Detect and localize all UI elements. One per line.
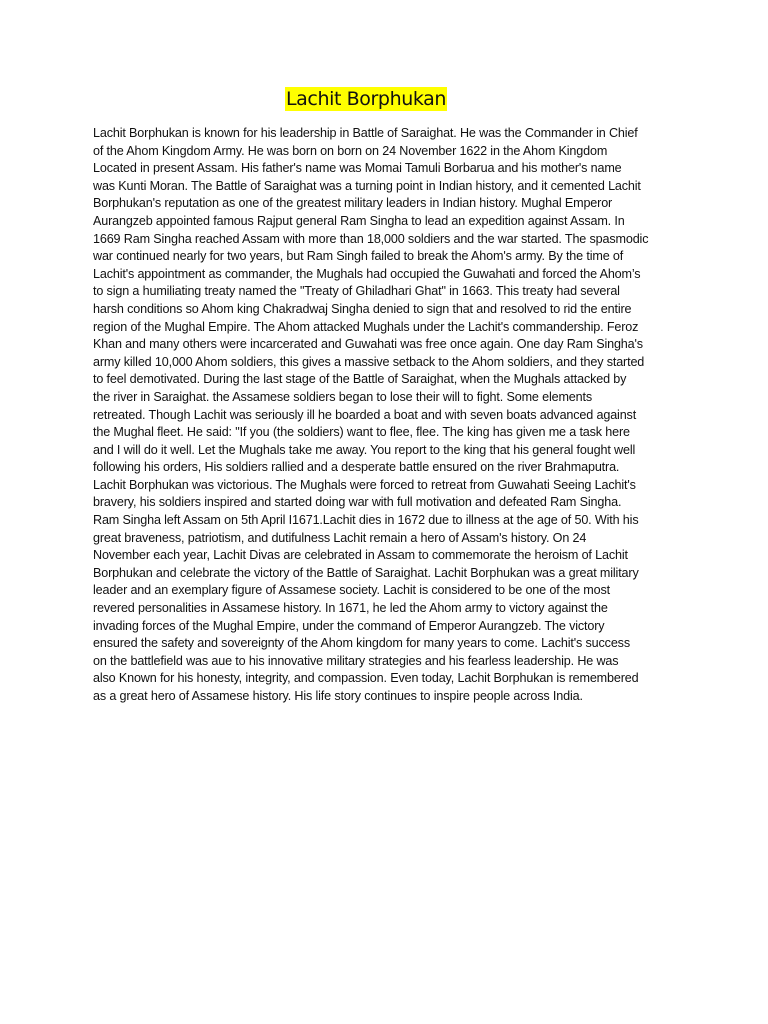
title-container	[0, 87, 732, 111]
paragraph-line: retreated. Though Lachit was seriously ill he boarded a boat and with seven boats advanced against	[93, 407, 637, 422]
document-title: Lachit Borphukan	[285, 88, 447, 110]
paragraph-line: invading forces of the Mughal Empire, under the command of Emperor Aurangzeb. The victory	[93, 618, 605, 633]
paragraph-line: following his orders, His soldiers rallied and a desperate battle ensured on the river Brahmaputra.	[93, 460, 620, 475]
paragraph-line: on the battlefield was aue to his innovative military strategies and his fearless leadership. He was	[93, 653, 619, 668]
paragraph-line: 1669 Ram Singha reached Assam with more than 18,000 soldiers and the war started. The spasmodic	[93, 231, 649, 246]
paragraph-line: Khan and many others were incarcerated and Guwahati was free once again. One day Ram Singha's	[93, 337, 643, 352]
paragraph-line: harsh conditions so Ahom king Chakradwaj Singha denied to sign that and resolved to rid the entire	[93, 301, 632, 316]
paragraph-line: leader and an exemplary figure of Assamese society. Lachit is considered to be one of the most	[93, 583, 611, 598]
paragraph-line: Borphukan and celebrate the victory of the Battle of Saraighat. Lachit Borphukan was a great military	[93, 565, 639, 580]
paragraph-line: to feel demotivated. During the last stage of the Battle of Saraighat, when the Mughals attacked by	[93, 372, 627, 387]
paragraph-line: great braveness, patriotism, and dutifulness Lachit remain a hero of Assam's history. On 24	[93, 530, 587, 545]
paragraph-line: region of the Mughal Empire. The Ahom attacked Mughals under the Lachit's commandership. Feroz	[93, 319, 639, 334]
paragraph-line: Aurangzeb appointed famous Rajput general Ram Singha to lead an expedition against Assam. In	[93, 213, 625, 228]
paragraph-line: Lachit's appointment as commander, the Mughals had occupied the Guwahati and forced the Ahom’s	[93, 266, 641, 281]
paragraph-line: and I will do it well. Let the Mughals take me away. You report to the king that his general fought well	[93, 442, 636, 457]
paragraph-line: revered personalities in Assamese history. In 1671, he led the Ahom army to victory against the	[93, 601, 608, 616]
paragraph-line: Lachit Borphukan is known for his leadership in Battle of Saraighat. He was the Commander in Chief	[93, 126, 638, 140]
paragraph-line: bravery, his soldiers inspired and started doing war with full motivation and defeated Ram Singha.	[93, 495, 622, 510]
paragraph-line: Lachit Borphukan was victorious. The Mughals were forced to retreat from Guwahati Seeing Lachit's	[93, 477, 636, 492]
paragraph-line: ensured the safety and sovereignty of the Ahom kingdom for many years to come. Lachit's success	[93, 636, 630, 651]
paragraph-line: of the Ahom Kingdom Army. He was born on born on 24 November 1622 in the Ahom Kingdom	[93, 143, 608, 158]
paragraph-line: also Known for his honesty, integrity, and compassion. Even today, Lachit Borphukan is remembered	[93, 671, 639, 686]
paragraph-line: Located in present Assam. His father's name was Momai Tamuli Borbarua and his mother's name	[93, 161, 622, 176]
paragraph-line: the Mughal fleet. He said: "If you (the soldiers) want to flee, flee. The king has given me a task here	[93, 425, 630, 440]
paragraph-line: to sign a humiliating treaty named the "Treaty of Ghiladhari Ghat" in 1663. This treaty had several	[93, 284, 620, 299]
body-paragraph	[93, 125, 676, 706]
paragraph-line: war continued nearly for two years, but Ram Singh failed to break the Ahom's army. By the time of	[93, 249, 624, 264]
paragraph-line: November each year, Lachit Divas are celebrated in Assam to commemorate the heroism of Lachit	[93, 548, 628, 563]
paragraph-line: as a great hero of Assamese history. His life story continues to inspire people across India.	[93, 689, 583, 703]
paragraph-line: was Kunti Moran. The Battle of Saraighat was a turning point in Indian history, and it cemented Lachit	[93, 178, 641, 193]
paragraph-line: Ram Singha left Assam on 5th April I1671.Lachit dies in 1672 due to illness at the age of 50. With his	[93, 513, 639, 528]
paragraph-line: the river in Saraighat. the Assamese soldiers began to lose their will to fight. Some elements	[93, 389, 593, 404]
paragraph-line: army killed 10,000 Ahom soldiers, this gives a massive setback to the Ahom soldiers, and they started	[93, 354, 645, 369]
paragraph-line: Borphukan's reputation as one of the greatest military leaders in Indian history. Mughal Emperor	[93, 196, 613, 211]
